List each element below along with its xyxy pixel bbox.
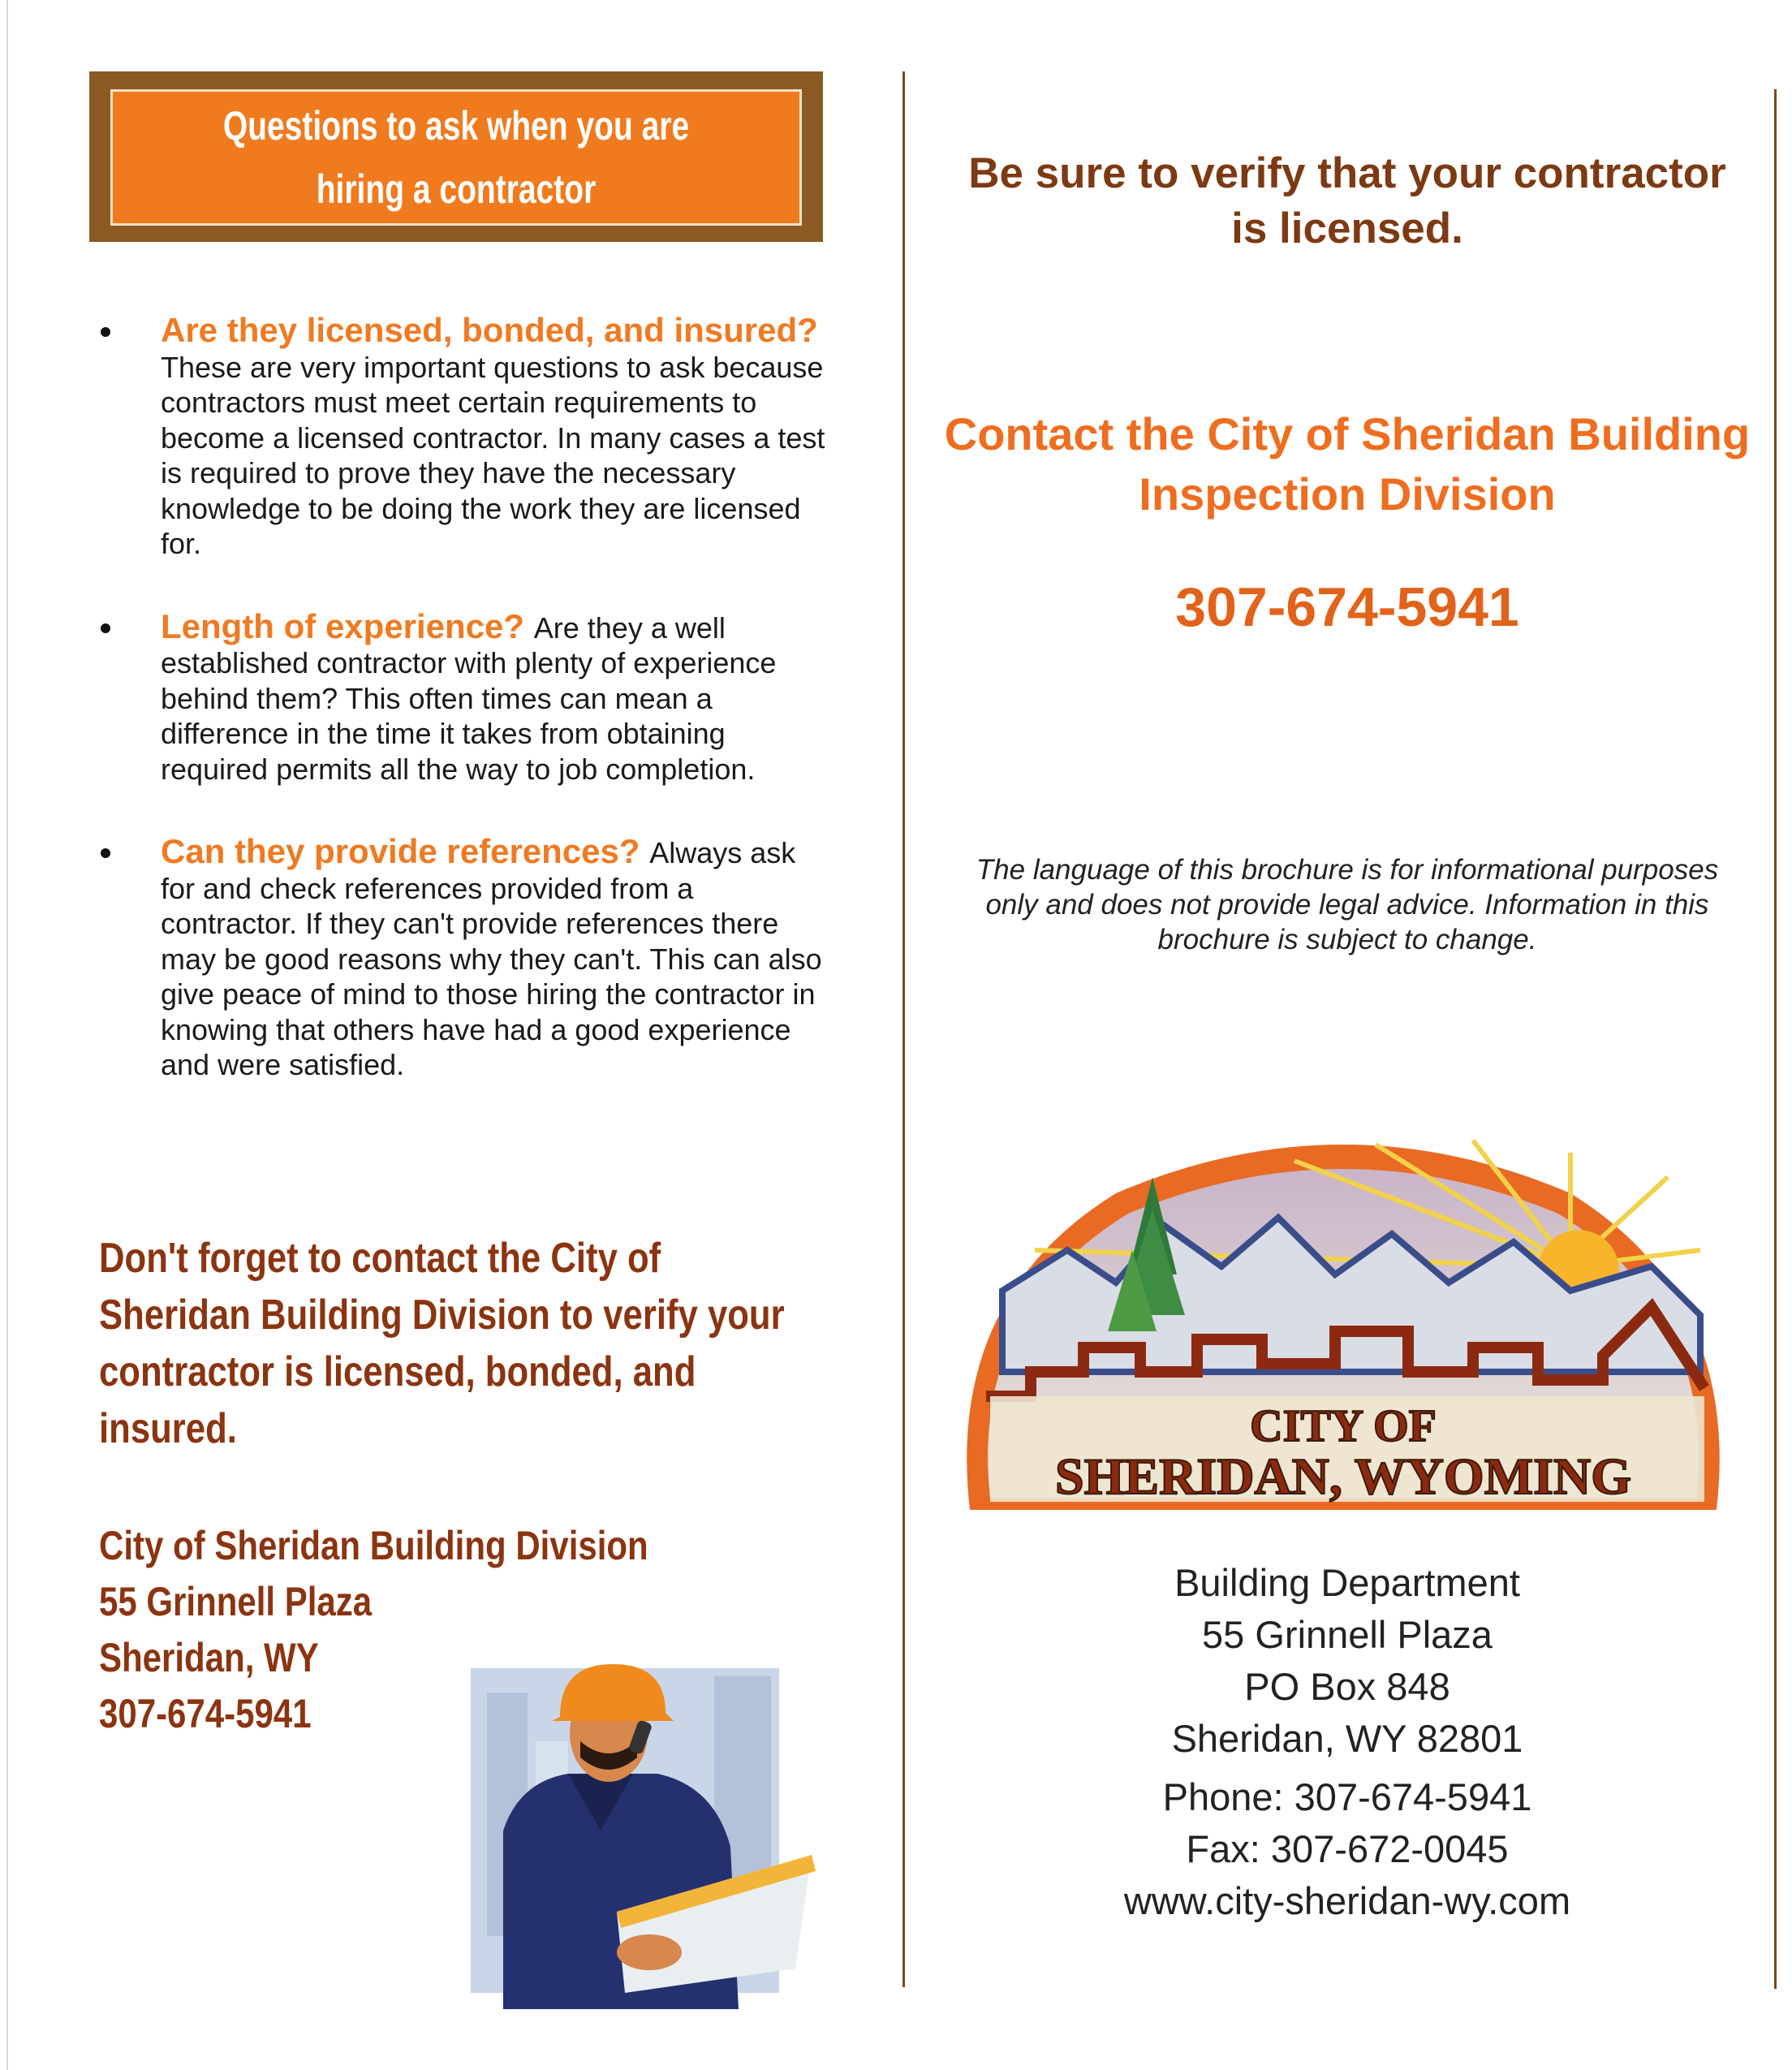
building-department-contact [941,1557,1753,1927]
question-title: Can they provide references? [161,832,650,870]
address-line: City of Sheridan Building Division [99,1523,648,1568]
question-body: Are they a well established contractor with plenty of experience behind them? This often times can mean a difference in the time it takes from obtaining required permits all the way to job completion. [161,610,777,786]
bullet-icon [101,848,110,858]
street-address: 55 Grinnell Plaza [1202,1613,1493,1656]
address-line: Sheridan, WY [99,1635,319,1680]
question-list [97,313,828,1130]
fold-line-center [902,71,905,1987]
address-line: 307-674-5941 [99,1691,312,1736]
po-box: PO Box 848 [1244,1665,1450,1708]
logo-line-1: CITY OF [1250,1401,1437,1451]
verify-heading: Be sure to verify that your contractor is licensed. [968,149,1726,252]
question-title: Length of experience? [161,606,534,645]
questions-banner [89,71,823,242]
fax-number: Fax: 307-672-0045 [1186,1827,1509,1870]
question-body: These are very important questions to ask because contractors must meet certain requirements to become a licensed contractor. In many cases a test is required to prove they have the necessary knowledge to be doing the work they are licensed for. [161,350,825,560]
city-of-sheridan-logo [954,1128,1733,1518]
question-item [97,834,828,1083]
contact-heading: Contact the City of Sheridan Building Inspection Division [944,408,1751,520]
contact-phone: 307-674-5941 [1175,576,1519,638]
page-edge-left [6,0,8,2070]
logo-line-2: SHERIDAN, WYOMING [1055,1447,1631,1505]
contractor-illustration [471,1644,820,2009]
address-line: 55 Grinnell Plaza [99,1579,373,1624]
bullet-icon [101,623,110,633]
banner-title: Questions to ask when you are hiring a contractor [222,103,690,212]
bullet-icon [101,327,110,337]
question-title: Are they licensed, bonded, and insured? [161,311,818,349]
city-state-zip: Sheridan, WY 82801 [1171,1717,1523,1760]
disclaimer-text: The language of this brochure is for informational purposes only and does not provide legal advice. Information in this brochure is subject to change. [976,854,1719,955]
phone-number: Phone: 307-674-5941 [1162,1775,1532,1818]
question-item [97,606,828,787]
question-item [97,313,828,562]
website-link[interactable]: www.city-sheridan-wy.com [1123,1879,1571,1922]
question-body: Always ask for and check references provided from a contractor. If they can't provide references there may be good reasons why they can't. This can also give peace of mind to those hiring the contractor in knowing that others have had a good experience and were satisfied. [161,836,822,1081]
reminder-text: Don't forget to contact the City of Sheridan Building Division to verify your contractor is licensed, bonded, and insured. [99,1235,785,1452]
questions-banner-inner [110,89,802,226]
department-name: Building Department [1174,1561,1520,1604]
fold-line-right [1774,89,1777,1989]
